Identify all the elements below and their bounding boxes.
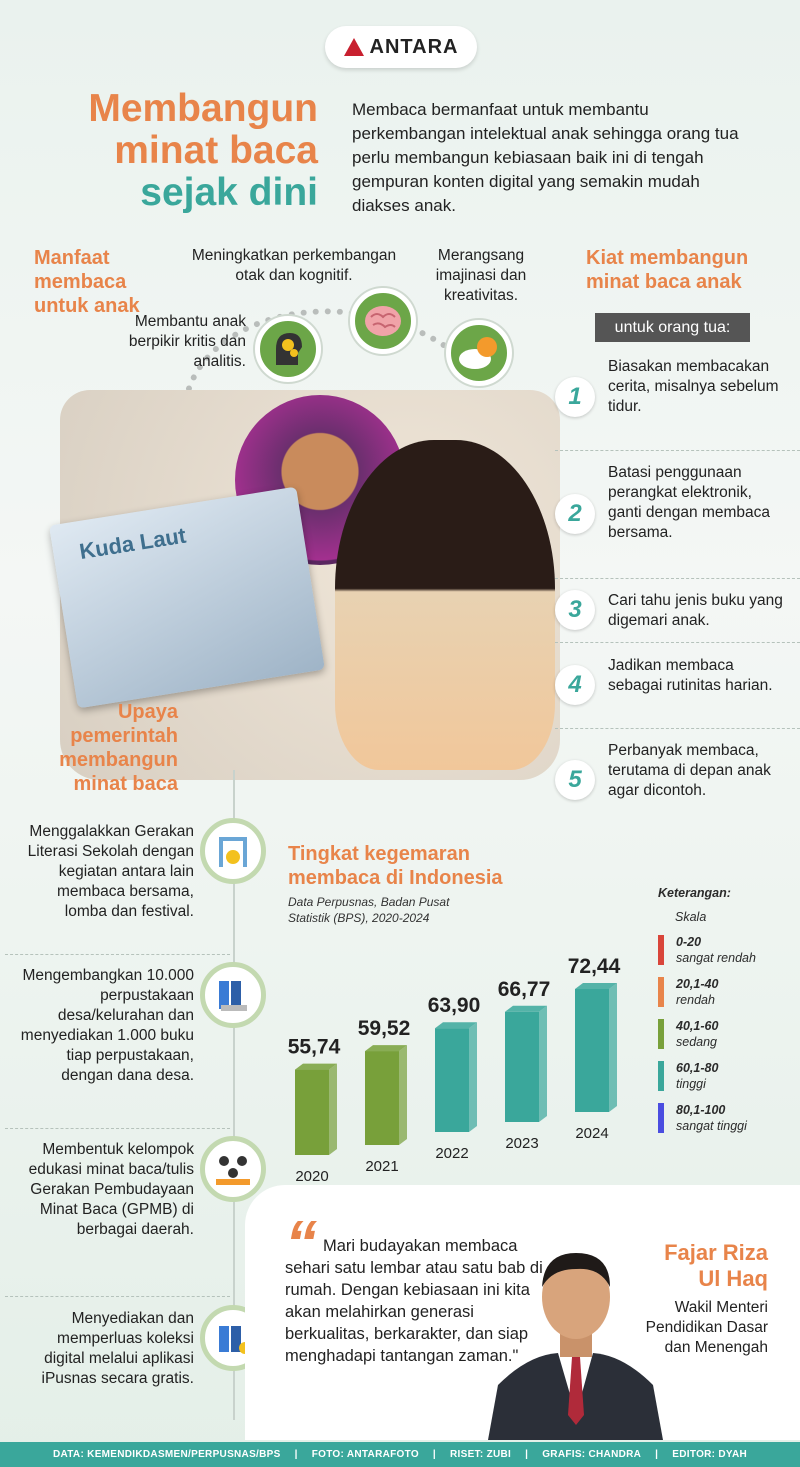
bar-side [539,1006,547,1122]
bar-value-label: 55,74 [287,1035,341,1059]
title-line-1: Membangun [88,87,318,130]
legend-heading: Keterangan: [658,886,731,900]
footer-credit: GRAFIS: CHANDRA [542,1449,642,1460]
legend-entry [658,934,788,966]
bar-2021 [365,1045,407,1145]
legend-range: 0-20 [676,935,702,949]
footer-separator: | [525,1449,529,1460]
page-title [40,88,318,214]
brand-name: ANTARA [369,35,459,58]
kiat-divider [555,450,800,451]
quote-mark-icon: “ [285,1207,317,1279]
manfaat-item-2: Merangsang imajinasi dan kreativitas. [435,247,527,304]
upaya-divider [5,1296,230,1297]
legend-entry [658,1060,788,1092]
kiat-divider [555,728,800,729]
kiat-divider [555,578,800,579]
upaya-divider [5,954,230,955]
bar-2022 [435,1022,477,1132]
kiat-number-5: 5 [555,760,595,800]
legend-label: sangat tinggi [676,1119,747,1133]
group-people-icon [200,1136,266,1202]
footer-separator: | [432,1449,437,1460]
x-tick-label: 2024 [575,1125,609,1142]
upaya-item-1: Menggalakkan Gerakan Literasi Sekolah dengan kegiatan antara lain membaca bersama, lomba dan festival. [27,823,194,920]
bar-face [435,1028,469,1132]
book [49,487,325,709]
antara-mark-icon [344,38,364,56]
legend-range: 60,1-80 [676,1061,719,1075]
legend-range: 80,1-100 [676,1103,726,1117]
footer-credit: EDITOR: DYAH [672,1449,748,1460]
legend-swatch [658,1103,664,1133]
kiat-number-4: 4 [555,665,595,705]
title-line-2: minat baca [114,129,318,172]
bar-2020 [295,1064,337,1155]
bar-side [609,983,617,1112]
credits-footer [0,1442,800,1467]
kiat-divider [555,642,800,643]
footer-credit: RISET: ZUBI [450,1449,512,1460]
legend-entry [658,1018,788,1050]
legend-scale-label: Skala [675,910,707,924]
kiat-item-3: Cari tahu jenis buku yang digemari anak. [608,592,783,629]
bar-2023 [505,1006,547,1122]
child-figure [335,440,555,770]
bar-side [469,1022,477,1132]
speaker-role: Wakil Menteri Pendidikan Dasar dan Menengah [645,1299,768,1356]
bar-value-label: 63,90 [427,994,481,1018]
legend-entry [658,976,788,1008]
kiat-number-2: 2 [555,494,595,534]
brain-icon [350,288,416,354]
upaya-item-3: Membentuk kelompok edukasi minat baca/tulis Gerakan Pembudayaan Minat Baca (GPMB) di berbagai daerah. [28,1141,194,1238]
x-tick-label: 2023 [505,1135,539,1152]
bar-face [295,1070,329,1155]
kiat-number-1: 1 [555,377,595,417]
upaya-item-4: Menyediakan dan memperluas koleksi digital melalui aplikasi iPusnas secara gratis. [41,1310,194,1387]
footer-credit: FOTO: ANTARAFOTO [311,1449,419,1460]
legend-entry [658,1102,788,1134]
legend-swatch [658,1019,664,1049]
x-tick-label: 2020 [295,1168,329,1185]
upaya-heading: Upaya pemerintah membangun minat baca [59,701,178,795]
footer-separator: | [655,1449,659,1460]
legend-range: 40,1-60 [676,1019,719,1033]
chart-subtitle: Data Perpusnas, Badan Pusat Statistik (BPS), 2020-2024 [288,895,450,925]
x-tick-label: 2021 [365,1158,399,1175]
imagination-icon [446,320,512,386]
footer-credit: DATA: KEMENDIKDASMEN/PERPUSNAS/BPS [52,1449,281,1460]
bar-face [575,989,609,1112]
legend-range: 20,1-40 [676,977,719,991]
bar-value-label: 66,77 [497,977,551,1001]
legend-label: rendah [676,993,715,1007]
title-line-3: sejak dini [140,171,318,214]
library-books-icon [200,962,266,1028]
legend-label: sangat rendah [676,951,756,965]
kiat-item-1: Biasakan membacakan cerita, misalnya sebelum tidur. [608,358,779,415]
legend-swatch [658,935,664,965]
speaker-name: Fajar Riza Ul Haq [664,1240,768,1291]
kiat-subheading: untuk orang tua: [595,313,750,342]
bar-value-label: 59,52 [357,1017,411,1041]
kiat-item-5: Perbanyak membaca, terutama di depan anak agar dicontoh. [608,742,771,799]
bar-2024 [575,983,617,1112]
bar-side [399,1045,407,1145]
bar-face [505,1012,539,1122]
bar-value-label: 72,44 [567,955,621,979]
antara-logo [325,26,477,68]
kiat-item-2: Batasi penggunaan perangkat elektronik, ganti dengan membaca bersama. [608,464,771,541]
school-icon [200,818,266,884]
speaker-portrait [488,1225,663,1440]
book-title: Kuda Laut [77,522,188,565]
thinking-head-icon [255,316,321,382]
reading-bar-chart [280,900,650,1200]
footer-separator: | [294,1449,298,1460]
legend-label: tinggi [676,1077,706,1091]
x-tick-label: 2022 [435,1145,469,1162]
manfaat-heading: Manfaat membaca untuk anak [34,247,140,317]
legend-label: sedang [676,1035,718,1049]
intro-text: Membaca bermanfaat untuk membantu perkembangan intelektual anak sehingga orang tua perlu membangun kebiasaan baik ini di tengah gempuran konten digital yang semakin mudah diakses anak. [352,100,739,215]
kiat-item-4: Jadikan membaca sebagai rutinitas harian. [608,657,773,694]
bar-side [329,1064,337,1155]
quote-text: Mari budayakan membaca sehari satu lembar atau satu bab di rumah. Dengan kebiasaan ini kita akan melahirkan generasi berkualitas, berkarakter, dan siap menghadapi tantangan zaman." [285,1237,543,1365]
bar-face [365,1051,399,1145]
legend-swatch [658,1061,664,1091]
kiat-heading: Kiat membangun minat baca anak [586,247,749,293]
upaya-divider [5,1128,230,1129]
kiat-number-3: 3 [555,590,595,630]
legend-swatch [658,977,664,1007]
manfaat-item-1: Meningkatkan perkembangan otak dan kognitif. [191,247,397,284]
chart-title: Tingkat kegemaran membaca di Indonesia [288,843,503,889]
upaya-item-2: Mengembangkan 10.000 perpustakaan desa/kelurahan dan menyediakan 1.000 buku tiap perpustakaan, dengan dana desa. [20,967,194,1084]
manfaat-item-3: Membantu anak berpikir kritis dan analitis. [128,313,246,370]
